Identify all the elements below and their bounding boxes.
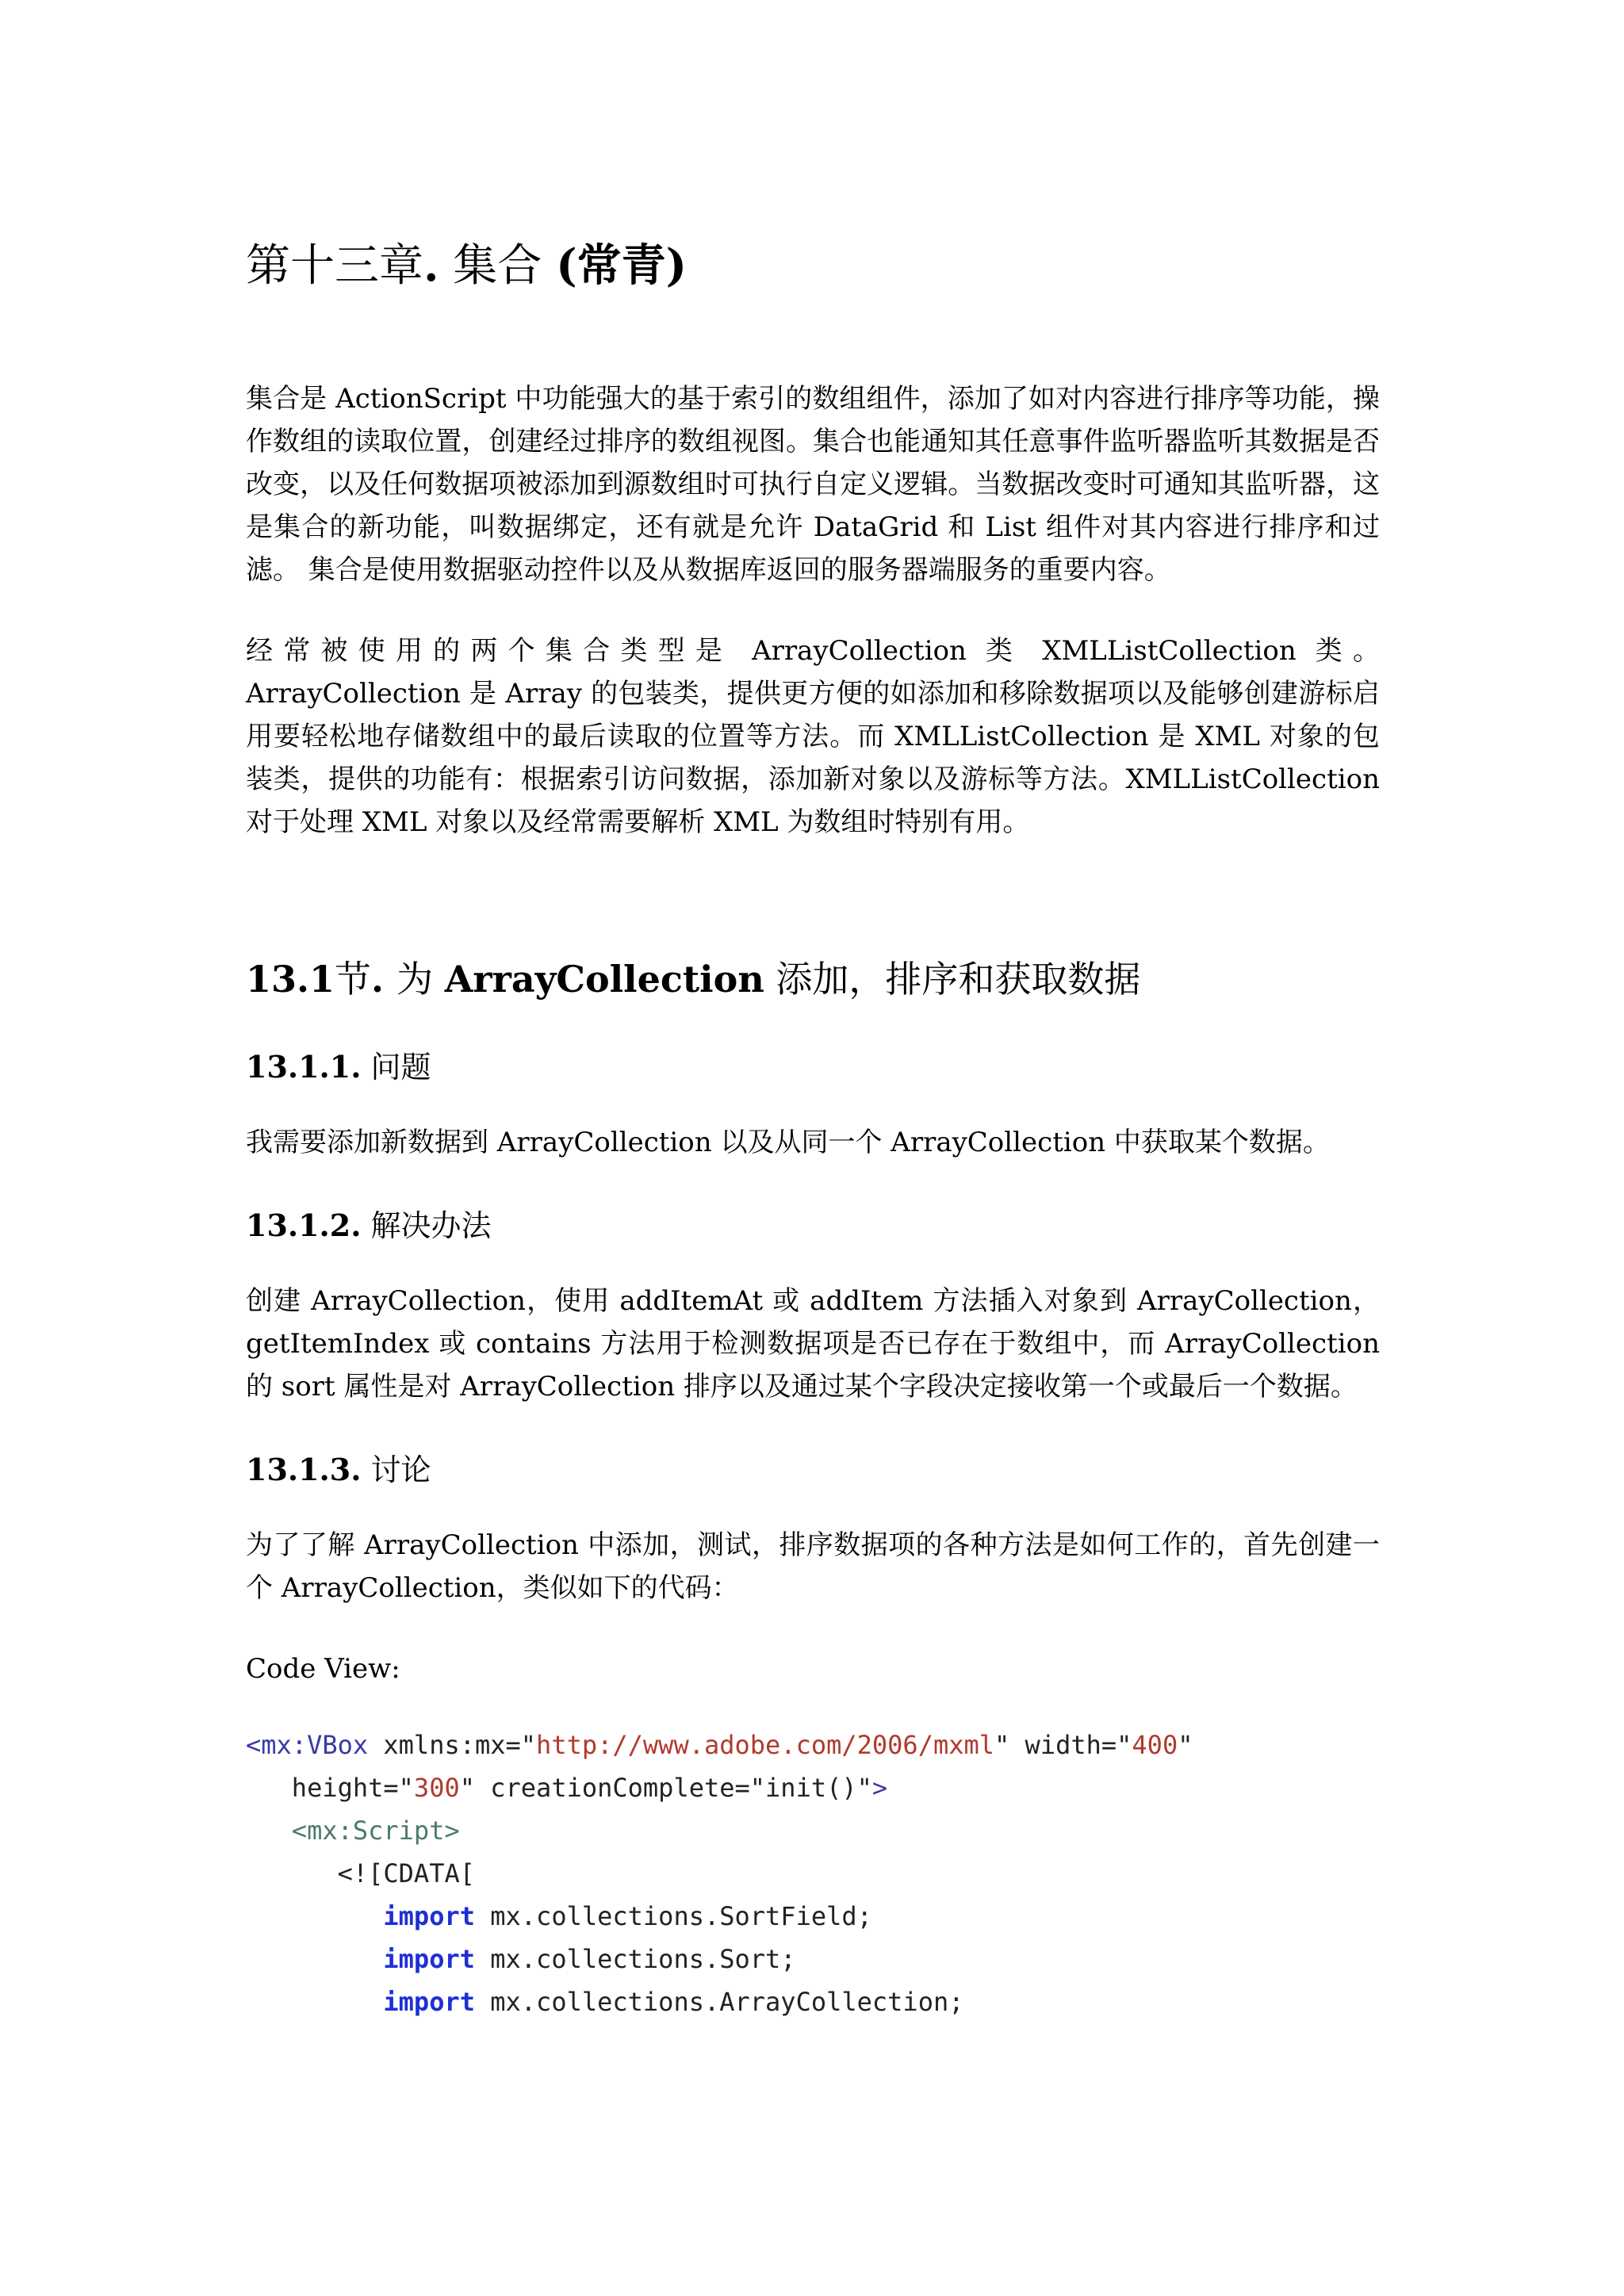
section-rest: 添加，排序和获取数据	[764, 958, 1141, 1001]
subsection-problem-title	[246, 1043, 1380, 1091]
code-line-2: height="300" creationComplete="init()">	[291, 1773, 888, 1803]
chapter-number: 第十三章	[246, 240, 423, 292]
subsection-number: 13.1.3.	[246, 1452, 362, 1487]
subsection-label: 讨论	[361, 1452, 431, 1487]
code-line-4: <![CDATA[	[337, 1858, 475, 1888]
subsection-solution-title	[246, 1202, 1380, 1249]
subsection-solution-text: 创建 ArrayCollection，使用 addItemAt 或 addItem 方法插入对象到 ArrayCollection，getItemIndex 或 contains 方法用于检测数据项是否已存在于数组中，而 ArrayCollection 的 sort 属性是对 ArrayCollection 排序以及通过某个字段决定接收第一个或最后一个数据。	[246, 1285, 1380, 1402]
code-line-7: import mx.collections.ArrayCollection;	[383, 1987, 964, 2017]
intro-paragraph-2: 经常被使用的两个集合类型是 ArrayCollection 类 XMLListCollection 类。ArrayCollection 是 Array 的包装类，提供更方便的如添加和移除数据项以及能够创建游标启用要轻松地存储数组中的最后读取的位置等方法。而 XMLListCollection 是 XML 对象的包装类，提供的功能有：根据索引访问数据，添加新对象以及游标等方法。XMLListCollection 对于处理 XML 对象以及经常需要解析 XML 为数组时特别有用。	[246, 635, 1380, 838]
code-line-3: <mx:Script>	[291, 1816, 460, 1846]
subsection-number: 13.1.2.	[246, 1207, 362, 1243]
section-title	[246, 951, 1380, 1007]
code-block	[246, 1724, 1380, 2023]
chapter-title	[246, 230, 1380, 301]
section-classname: ArrayCollection	[444, 958, 764, 1001]
code-line-6: import mx.collections.Sort;	[383, 1944, 796, 1974]
subsection-label: 问题	[361, 1050, 431, 1085]
chapter-name: 集合	[439, 240, 557, 292]
subsection-discussion-text: 为了了解 ArrayCollection 中添加，测试，排序数据项的各种方法是如何工作的，首先创建一个 ArrayCollection，类似如下的代码：	[246, 1529, 1380, 1604]
intro-paragraph-1: 集合是 ActionScript 中功能强大的基于索引的数组组件，添加了如对内容进行排序等功能，操作数组的读取位置，创建经过排序的数组视图。集合也能通知其任意事件监听器监听其数据是否改变，以及任何数据项被添加到源数组时可执行自定义逻辑。当数据改变时可通知其监听器，这是集合的新功能，叫数据绑定，还有就是允许 DataGrid 和 List 组件对其内容进行排序和过滤。 集合是使用数据驱动控件以及从数据库返回的服务器端服务的重要内容。	[246, 383, 1380, 586]
subsection-problem-text: 我需要添加新数据到 ArrayCollection 以及从同一个 ArrayCollection 中获取某个数据。	[246, 1127, 1330, 1158]
subsection-number: 13.1.1.	[246, 1049, 362, 1085]
chapter-dot: .	[423, 239, 439, 292]
code-line-5: import mx.collections.SortField;	[383, 1901, 872, 1931]
document-page	[246, 230, 1380, 2023]
chapter-subtitle: (常青)	[556, 239, 688, 292]
code-view-label: Code View:	[246, 1653, 400, 1685]
section-dot: .	[371, 958, 397, 1001]
code-line-1: <mx:VBox xmlns:mx="http://www.adobe.com/2006/mxml" width="400"	[246, 1730, 1193, 1760]
section-wei: 为	[396, 958, 445, 1001]
subsection-label: 解决办法	[361, 1208, 492, 1243]
section-number: 13.1	[246, 958, 335, 1001]
subsection-discussion-title	[246, 1446, 1380, 1494]
section-jie: 节	[335, 958, 372, 1001]
